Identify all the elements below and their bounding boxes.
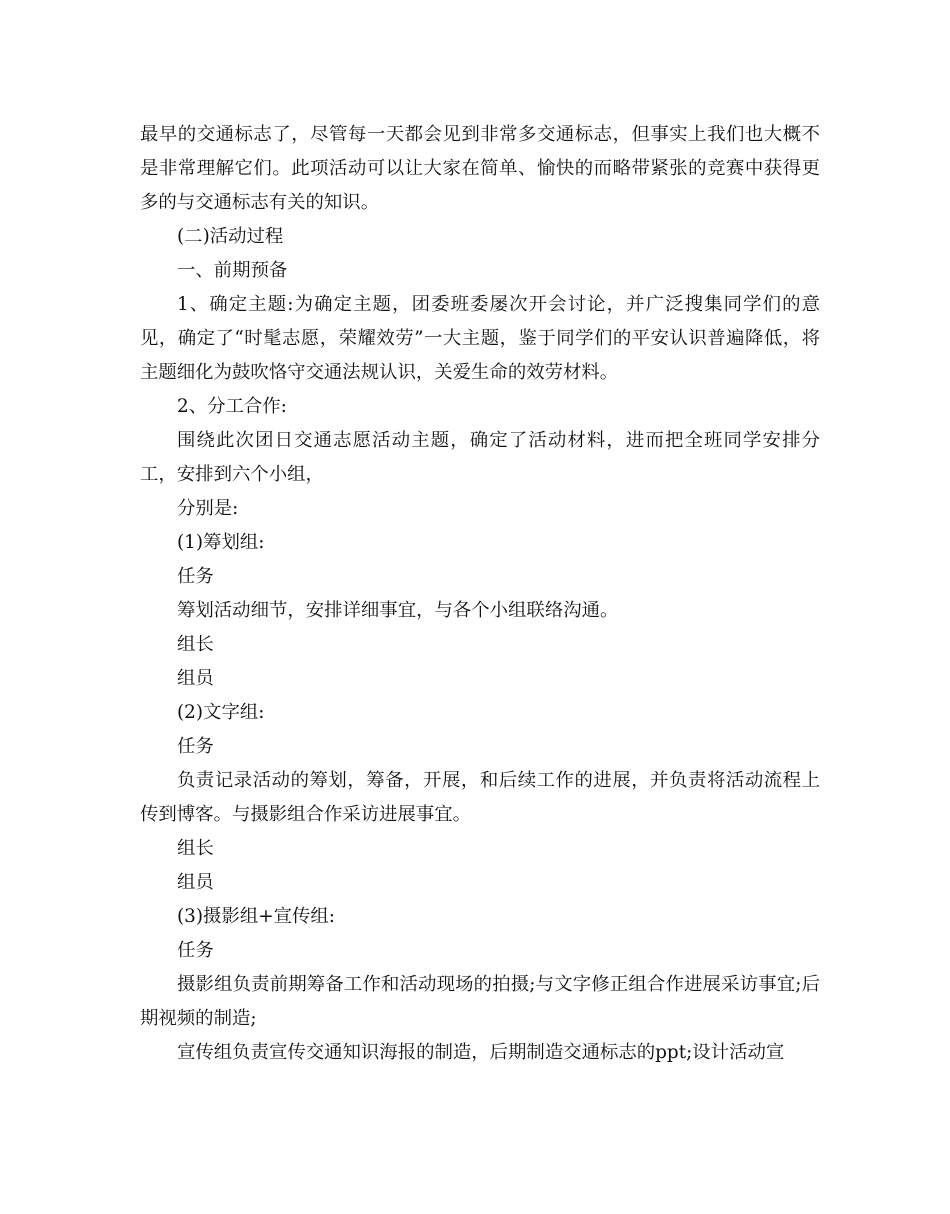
subsection-heading-preparation: 一、前期预备	[177, 260, 288, 281]
section-heading-activity-process: (二)活动过程	[177, 226, 284, 247]
label-task: 任务	[177, 736, 214, 757]
label-task: 任务	[177, 940, 214, 961]
group-heading-photo-publicity: (3)摄影组+宣传组:	[177, 906, 335, 927]
paragraph-division-of-labor: 围绕此次团日交通志愿活动主题，确定了活动材料，进而把全班同学安排分工，安排到六个小组，	[140, 430, 820, 485]
label-group-leader: 组长	[177, 634, 214, 655]
paragraph-intro: 最早的交通标志了，尽管每一天都会见到非常多交通标志，但事实上我们也大概不是非常理解它们。此项活动可以让大家在简单、愉快的而略带紧张的竞赛中获得更多的与交通标志有关的知识。	[140, 124, 820, 213]
paragraph-determine-theme: 1、确定主题:为确定主题，团委班委屡次开会讨论，并广泛搜集同学们的意见，确定了“时髦志愿，荣耀效劳”一大主题，鉴于同学们的平安认识普遍降低，将主题细化为鼓吹恪守交通法规认识，关爱生命的效劳材料。	[140, 294, 820, 383]
label-group-members: 组员	[177, 872, 214, 893]
label-task: 任务	[177, 566, 214, 587]
paragraph-division-of-labor-heading: 2、分工合作:	[177, 396, 287, 417]
paragraph-groups-intro: 分别是:	[177, 498, 239, 519]
document-body	[140, 118, 820, 1070]
paragraph-photo-task: 摄影组负责前期筹备工作和活动现场的拍摄;与文字修正组合作进展采访事宜;后期视频的制造;	[140, 974, 820, 1029]
group-heading-writing: (2)文字组:	[177, 702, 265, 723]
group-heading-planning: (1)筹划组:	[177, 532, 265, 553]
label-group-members: 组员	[177, 668, 214, 689]
paragraph-publicity-task: 宣传组负责宣传交通知识海报的制造，后期制造交通标志的ppt;设计活动宣	[177, 1042, 785, 1063]
paragraph-writing-task: 负责记录活动的筹划，筹备，开展，和后续工作的进展，并负责将活动流程上传到博客。与摄影组合作采访进展事宜。	[140, 770, 820, 825]
label-group-leader: 组长	[177, 838, 214, 859]
paragraph-planning-task: 筹划活动细节，安排详细事宜，与各个小组联络沟通。	[177, 600, 619, 621]
